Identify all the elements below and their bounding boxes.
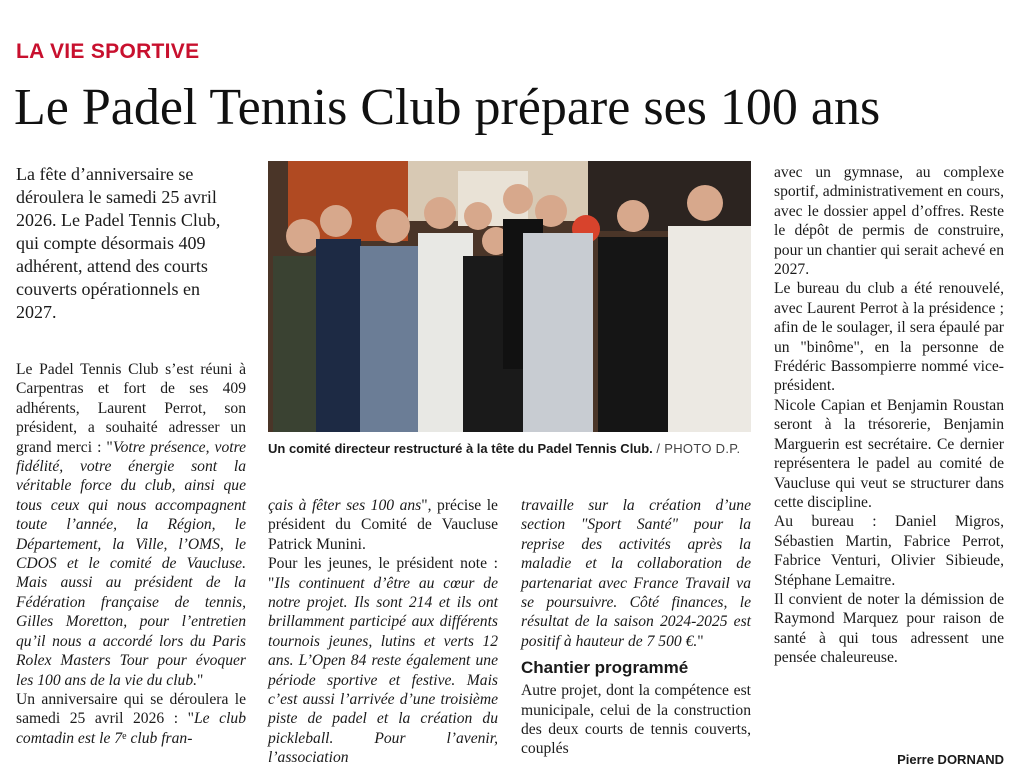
col2-text-2: Pour les jeunes, le président note : " (268, 555, 498, 592)
col1-quote-end: " (197, 671, 204, 689)
col4-paragraph-2: Le bureau du club a été renouvelé, avec Laurent Perrot à la présidence ; afin de le soulager, il sera épaulé par un "binôme", en la personne de Frédéric Bassompierre nommé vice-président. (774, 280, 1004, 395)
col2-quote-1: çais à fêter ses 100 ans (268, 497, 422, 514)
col3-paragraph-1 (521, 496, 751, 651)
column-3 (521, 496, 751, 759)
photo-credit: / PHOTO D.P. (656, 441, 741, 456)
col1-p2-quote-end: club fran- (126, 729, 193, 747)
col3-quote-end: " (697, 632, 704, 650)
col4-paragraph-3: Nicole Capian et Benjamin Roustan seront à la trésorerie, Benjamin Marguerin est secrétaire. Ce dernier représentera le padel au comité de Vaucluse qui veut se structurer dans cette discipline. (774, 396, 1004, 511)
lead-paragraph: La fête d’anniversaire se déroulera le samedi 25 avril 2026. Le Padel Tennis Club, qui compte désormais 409 adhérent, attend des courts couverts opérationnels en 2027. (16, 164, 221, 322)
col2-text-1: ", précise le président du Comité de Vaucluse Patrick Munini. (268, 497, 498, 553)
col1-p2-sup: e (122, 730, 127, 742)
col3-quote: travaille sur la création d’une section "Sport Santé" pour la reprise des activités après la maladie et la collaboration de partenariat avec France Travail va se poursuivre. Côté finances, le résultat de la saison 2024-2025 est positif à hauteur de 7 500 €. (521, 497, 751, 650)
col1-intro: Le Padel Tennis Club s’est réuni à Carpentras et fort de ses 409 adhérents, Laurent Perrot, son président, a souhaité adresser un grand merci : " (16, 361, 246, 456)
col1-quote: Votre présence, votre fidélité, votre énergie sont la véritable force du club, ainsi que tous ceux qui nous accompagnent toute l’année, la Région, le Département, la Ville, l’OMS, le CDOS et le comité de Vaucluse. Mais aussi au président de la Fédération française de tennis, Gilles Moretton, pour l’entretien qu’il nous a accordé lors du Paris Rolex Masters Tour pour évoquer les 100 ans de la vie du club. (16, 438, 246, 689)
col4-paragraph-4: Au bureau : Daniel Migros, Sébastien Martin, Fabrice Perrot, Fabrice Venturi, Olivier Sibieude, Stéphane Lemaitre. (774, 513, 1004, 589)
col3-paragraph-2: Autre projet, dont la compétence est municipale, celui de la construction des deux courts de tennis couverts, couplés (521, 682, 751, 758)
col4-paragraph-5: Il convient de noter la démission de Raymond Marquez pour raison de santé à qui tous adressent une pensée chaleureuse. (774, 590, 1004, 667)
col1-paragraph-1 (16, 360, 246, 690)
col1-p2-start: Un anniversaire qui se déroulera le samedi 25 avril 2026 : " (16, 690, 246, 728)
col4-paragraph-1: avec un gymnase, au complexe sportif, administrativement en cours, avec le dossier appel d’offres. Reste le dépôt de permis de construire, pour un chantier qui serait achevé en 2027. (774, 164, 1004, 279)
column-2 (268, 496, 498, 768)
photo-caption (268, 440, 753, 457)
section-rubric: LA VIE SPORTIVE (16, 40, 200, 63)
column-1 (16, 360, 246, 748)
col2-paragraph-2 (268, 554, 498, 767)
subhead-chantier: Chantier programmé (521, 658, 689, 678)
col1-p2-quote: Le club comtadin est le 7 (16, 710, 246, 747)
group-photo (268, 161, 751, 432)
caption-text: Un comité directeur restructuré à la tête du Padel Tennis Club. (268, 441, 653, 456)
col2-paragraph-1 (268, 496, 498, 554)
col2-quote-2: Ils continuent d’être au cœur de notre projet. Ils sont 214 et ils ont brillamment participé aux différents tournois jeunes, lutins et verts 12 ans. L’Open 84 reste également une période sportive et festive. Mais c’est aussi l’arrivée d’une troisième piste de padel et la création du pickleball. Pour l’avenir, l’association (268, 574, 498, 767)
col1-paragraph-2 (16, 690, 246, 748)
article-lead (16, 163, 238, 324)
article-headline: Le Padel Tennis Club prépare ses 100 ans (14, 79, 881, 136)
group-photo-illustration (268, 161, 751, 432)
column-4 (774, 163, 1004, 668)
author-byline: Pierre DORNAND (897, 752, 1004, 767)
